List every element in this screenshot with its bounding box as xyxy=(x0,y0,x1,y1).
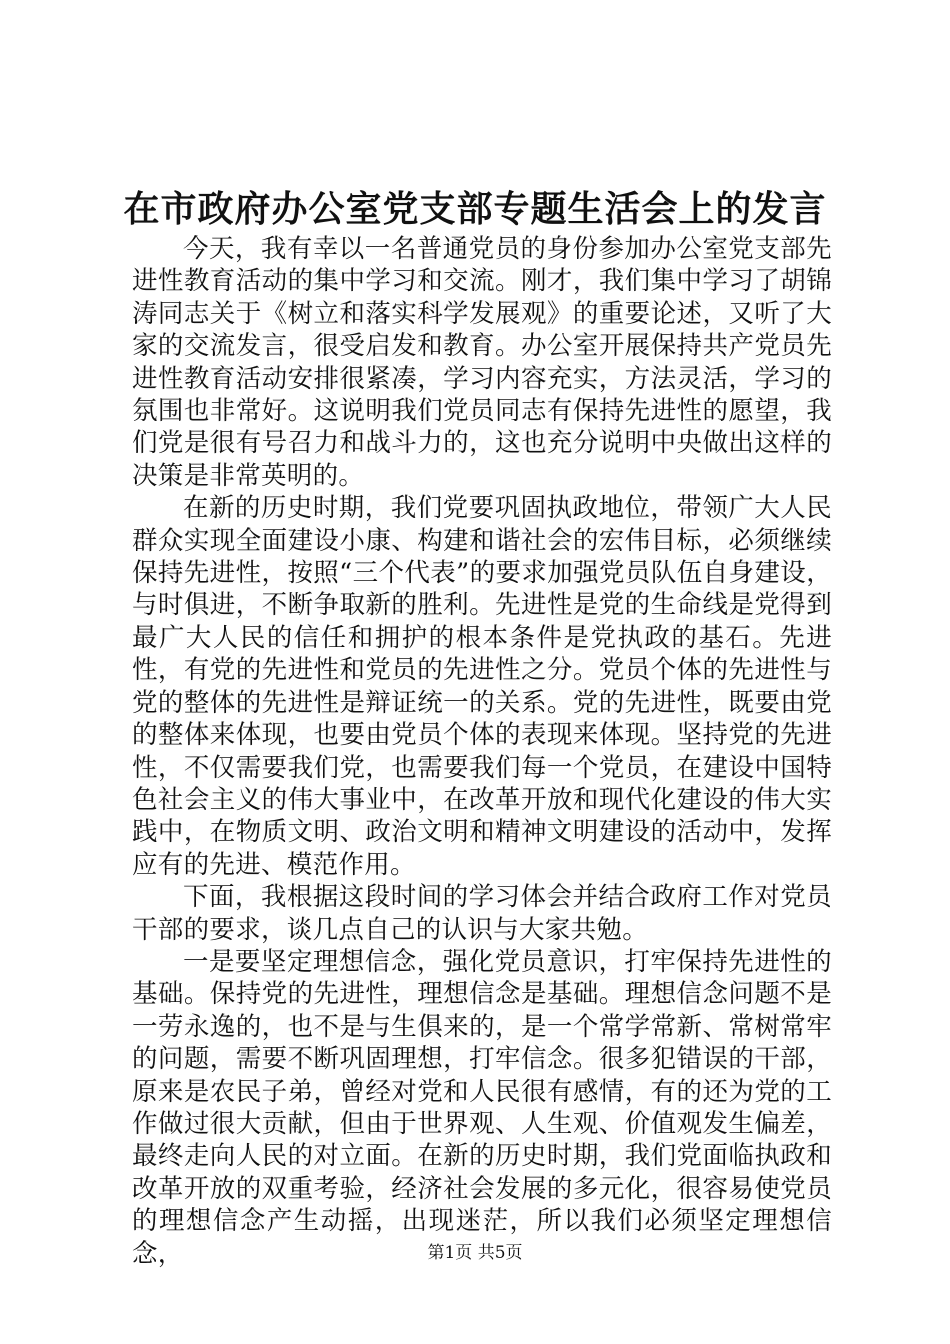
document-body xyxy=(132,233,832,1270)
page-number-footer: 第1页 共5页 xyxy=(427,1243,523,1263)
paragraph-1: 今天，我有幸以一名普通党员的身份参加办公室党支部先进性教育活动的集中学习和交流。刚才，我们集中学习了胡锦涛同志关于《树立和落实科学发展观》的重要论述，又听了大家的交流发言，很受启发和教育。办公室开展保持共产党员先进性教育活动安排很紧凑，学习内容充实，方法灵活，学习的氛围也非常好。这说明我们党员同志有保持先进性的愿望，我们党是很有号召力和战斗力的，这也充分说明中央做出这样的决策是非常英明的。 xyxy=(132,234,832,491)
paragraph-3: 下面，我根据这段时间的学习体会并结合政府工作对党员干部的要求，谈几点自己的认识与大家共勉。 xyxy=(132,882,832,945)
document-title: 在市政府办公室党支部专题生活会上的发言 xyxy=(123,188,827,230)
paragraph-4: 一是要坚定理想信念，强化党员意识，打牢保持先进性的基础。保持党的先进性，理想信念是基础。理想信念问题不是一劳永逸的，也不是与生俱来的，是一个常学常新、常树常牢的问题，需要不断巩固理想，打牢信念。很多犯错误的干部，原来是农民子弟，曾经对党和人民很有感情，有的还为党的工作做过很大贡献，但由于世界观、人生观、价值观发生偏差，最终走向人民的对立面。在新的历史时期，我们党面临执政和改革开放的双重考验，经济社会发展的多元化，很容易使党员的理想信念产生动摇，出现迷茫，所以我们必须坚定理想信念， xyxy=(132,946,832,1269)
paragraph-2: 在新的历史时期，我们党要巩固执政地位，带领广大人民群众实现全面建设小康、构建和谐社会的宏伟目标，必须继续保持先进性，按照“三个代表”的要求加强党员队伍自身建设，与时俱进，不断争取新的胜利。先进性是党的生命线是党得到最广大人民的信任和拥护的根本条件是党执政的基石。先进性，有党的先进性和党员的先进性之分。党员个体的先进性与党的整体的先进性是辩证统一的关系。党的先进性，既要由党的整体来体现，也要由党员个体的表现来体现。坚持党的先进性，不仅需要我们党，也需要我们每一个党员，在建设中国特色社会主义的伟大事业中，在改革开放和现代化建设的伟大实践中，在物质文明、政治文明和精神文明建设的活动中，发挥应有的先进、模范作用。 xyxy=(132,493,832,880)
